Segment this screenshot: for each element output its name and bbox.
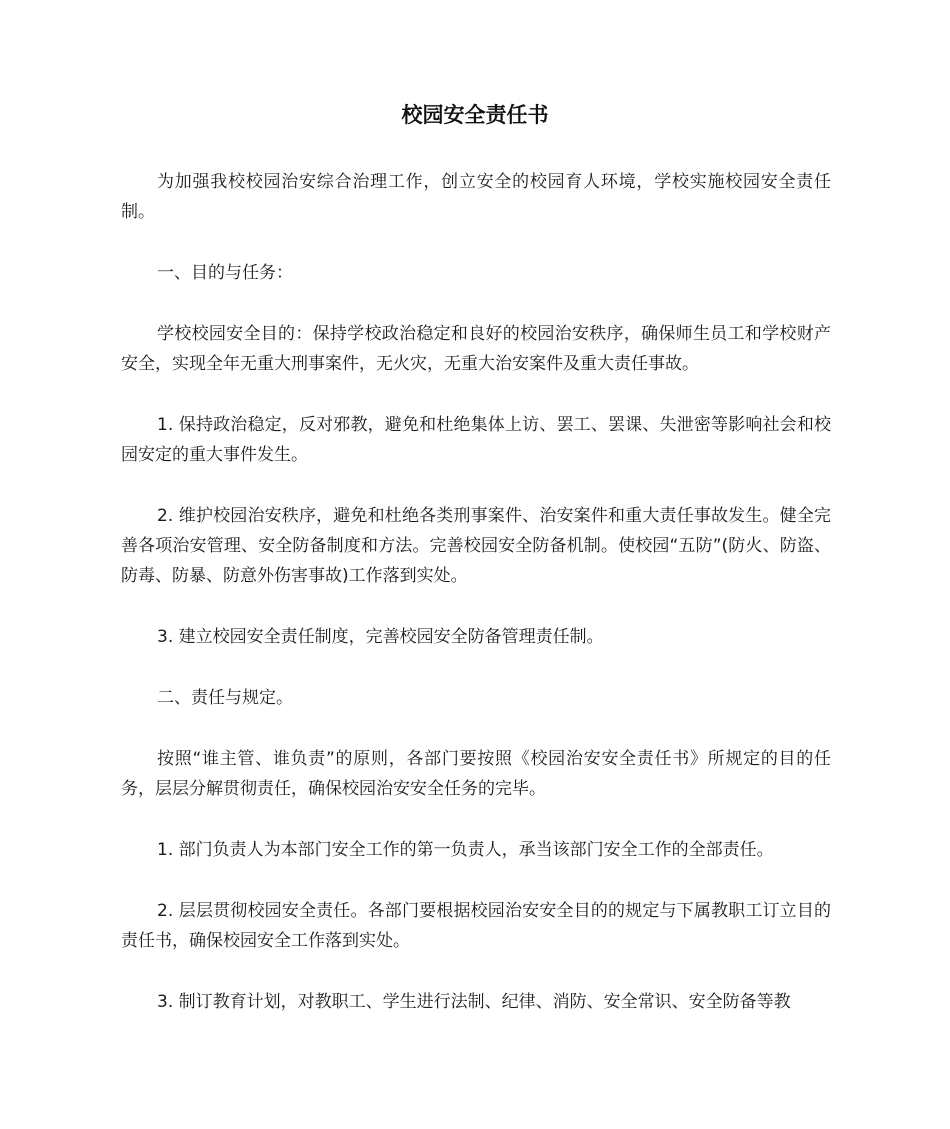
- document-title: 校园安全责任书: [401, 103, 549, 127]
- responsibility-item-3: 3. 制订教育计划，对教职工、学生进行法制、纪律、消防、安全常识、安全防备等教: [157, 992, 791, 1012]
- goal-item-2: 2. 维护校园治安秩序，避免和杜绝各类刑事案件、治安案件和重大责任事故发生。健全完善各项治安管理、安全防备制度和方法。完善校园安全防备机制。使校园“五防”(防火、防盗、防毒、防暴、防意外伤害事故)工作落到实处。: [121, 506, 831, 586]
- section-heading-responsibilities: 二、责任与规定。: [157, 688, 293, 708]
- goal-item-1: 1. 保持政治稳定，反对邪教，避免和杜绝集体上访、罢工、罢课、失泄密等影响社会和校园安定的重大事件发生。: [121, 415, 831, 465]
- responsibility-item-1: 1. 部门负责人为本部门安全工作的第一负责人，承当该部门安全工作的全部责任。: [157, 840, 774, 860]
- goals-paragraph: 学校校园安全目的：保持学校政治稳定和良好的校园治安秩序，确保师生员工和学校财产安全，实现全年无重大刑事案件，无火灾，无重大治安案件及重大责任事故。: [121, 324, 831, 374]
- responsibilities-paragraph: 按照“谁主管、谁负责”的原则，各部门要按照《校园治安安全责任书》所规定的目的任务，层层分解贯彻责任，确保校园治安安全任务的完毕。: [121, 749, 831, 799]
- document-body: [121, 167, 831, 1048]
- section-heading-goals: 一、目的与任务：: [157, 263, 293, 283]
- goal-item-3: 3. 建立校园安全责任制度，完善校园安全防备管理责任制。: [157, 627, 604, 647]
- intro-paragraph: 为加强我校校园治安综合治理工作，创立安全的校园育人环境，学校实施校园安全责任制。: [121, 172, 831, 222]
- responsibility-item-2: 2. 层层贯彻校园安全责任。各部门要根据校园治安安全目的的规定与下属教职工订立目的责任书，确保校园安全工作落到实处。: [121, 901, 831, 951]
